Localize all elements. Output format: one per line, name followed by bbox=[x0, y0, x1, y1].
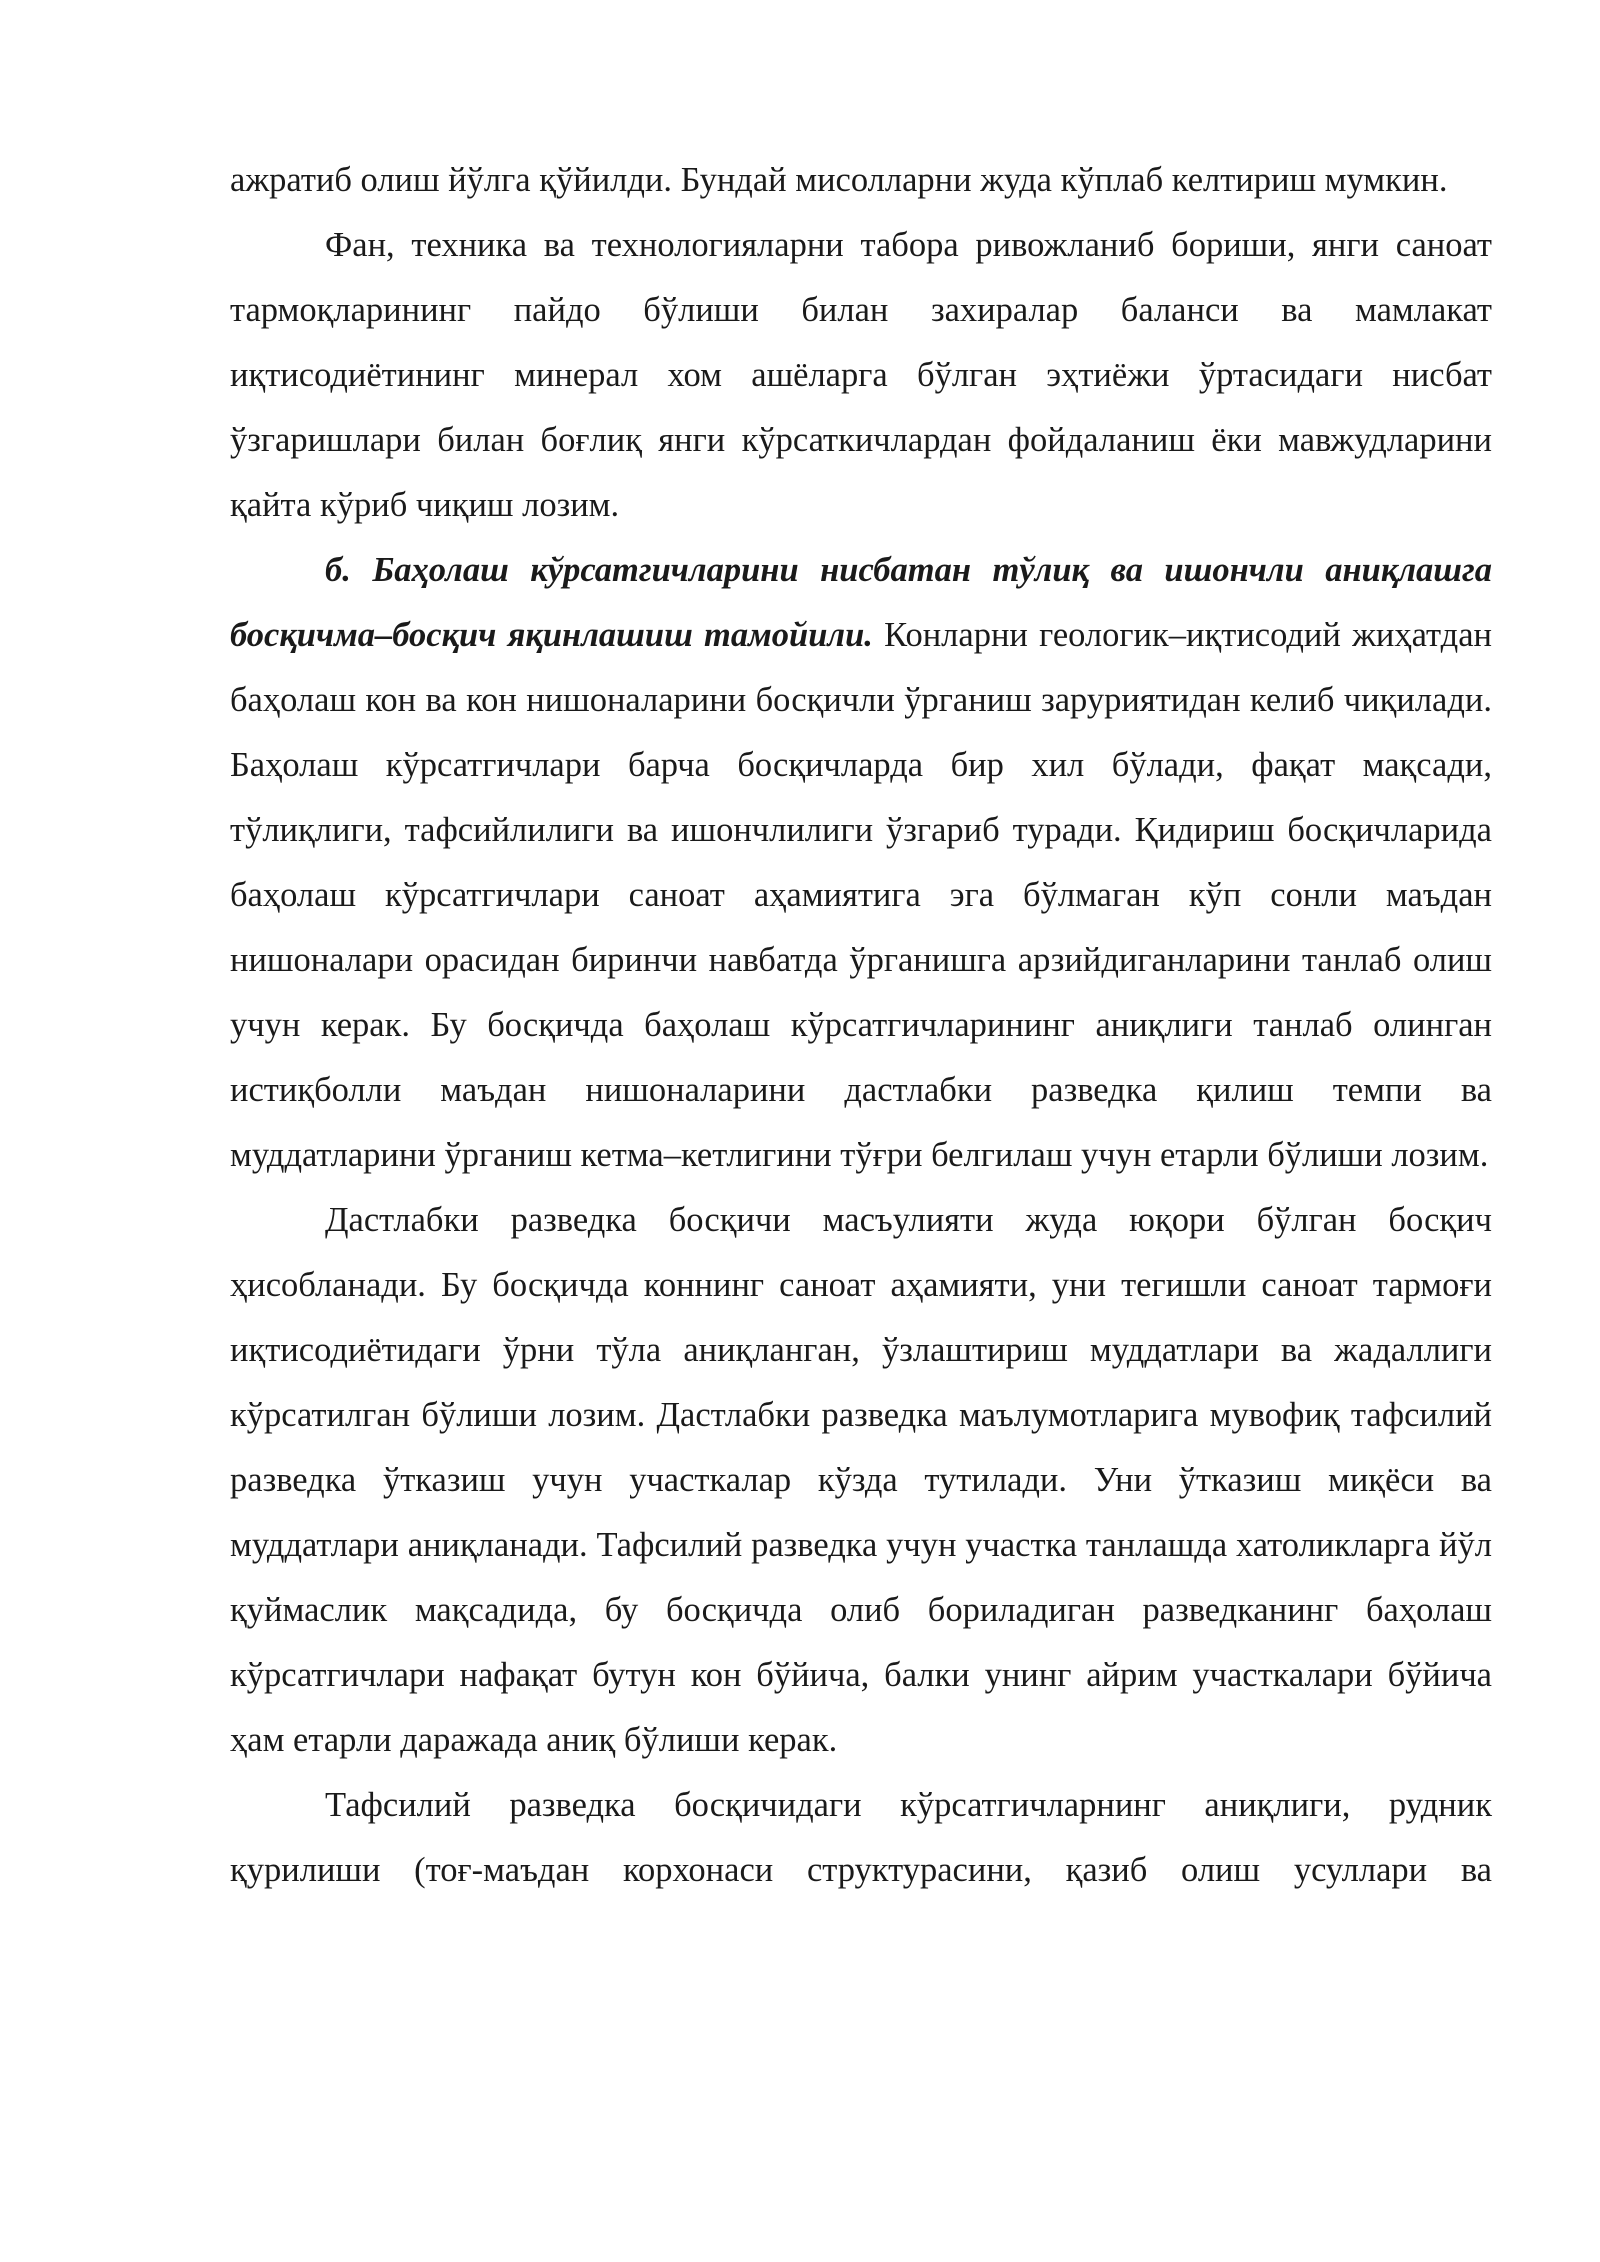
principle-heading: б. Баҳолаш кўрсатгичларини нисбатан тўлиқ ва ишончли аниқлашга босқичма–босқич яқинлашиш тамойили. bbox=[230, 551, 1492, 654]
principle-body: Конларни геологик–иқтисодий жиҳатдан баҳолаш кон ва кон нишоналарини босқичли ўрганиш заруриятидан келиб чиқилади. Баҳолаш кўрсатгичлари барча босқичларда бир хил бўлади, фақат мақсади, тўлиқлиги, тафсийлилиги ва ишончлилиги ўзгариб туради. Қидириш босқичларида баҳолаш кўрсатгичлари саноат аҳамиятига эга бўлмаган кўп сонли маъдан нишоналари орасидан биринчи навбатда ўрганишга арзийдиганларини танлаб олиш учун керак. Бу босқичда баҳолаш кўрсатгичларининг аниқлиги танлаб олинган истиқболли маъдан нишоналарини дастлабки разведка қилиш темпи ва муддатларини ўрганиш кетма–кетлигини тўғри белгилаш учун етарли бўлиши лозим. bbox=[230, 616, 1492, 1174]
paragraph-preliminary-exploration: Дастлабки разведка босқичи масъулияти жуда юқори бўлган босқич ҳисобланади. Бу босқичда коннинг саноат аҳамияти, уни тегишли саноат тармоғи иқтисодиётидаги ўрни тўла аниқланган, ўзлаштириш муддатлари ва жадаллиги кўрсатилган бўлиши лозим. Дастлабки разведка маълумотларига мувофиқ тафсилий разведка ўтказиш учун участкалар кўзда тутилади. Уни ўтказиш миқёси ва муддатлари аниқланади. Тафсилий разведка учун участка танлашда хатоликларга йўл қуймаслик мақсадида, бу босқичда олиб бориладиган разведканинг баҳолаш кўрсатгичлари нафақат бутун кон бўйича, балки унинг айрим участкалари бўйича ҳам етарли даражада аниқ бўлиши керак. bbox=[230, 1201, 1492, 1759]
paragraph-continuation: ажратиб олиш йўлга қўйилди. Бундай мисолларни жуда кўплаб келтириш мумкин. bbox=[230, 161, 1448, 199]
paragraph-principle-b bbox=[230, 538, 1492, 1188]
paragraph-detailed-exploration: Тафсилий разведка босқичидаги кўрсатгичларнинг аниқлиги, рудник қурилиши (тоғ-маъдан корхонаси структурасини, қазиб олиш усуллари ва bbox=[230, 1786, 1492, 1889]
document-page bbox=[230, 148, 1492, 1903]
paragraph-science-technology: Фан, техника ва технологияларни табора ривожланиб бориши, янги саноат тармоқларининг пайдо бўлиши билан захиралар баланси ва мамлакат иқтисодиётининг минерал хом ашёларга бўлган эҳтиёжи ўртасидаги нисбат ўзгаришлари билан боғлиқ янги кўрсаткичлардан фойдаланиш ёки мавжудларини қайта кўриб чиқиш лозим. bbox=[230, 226, 1492, 524]
